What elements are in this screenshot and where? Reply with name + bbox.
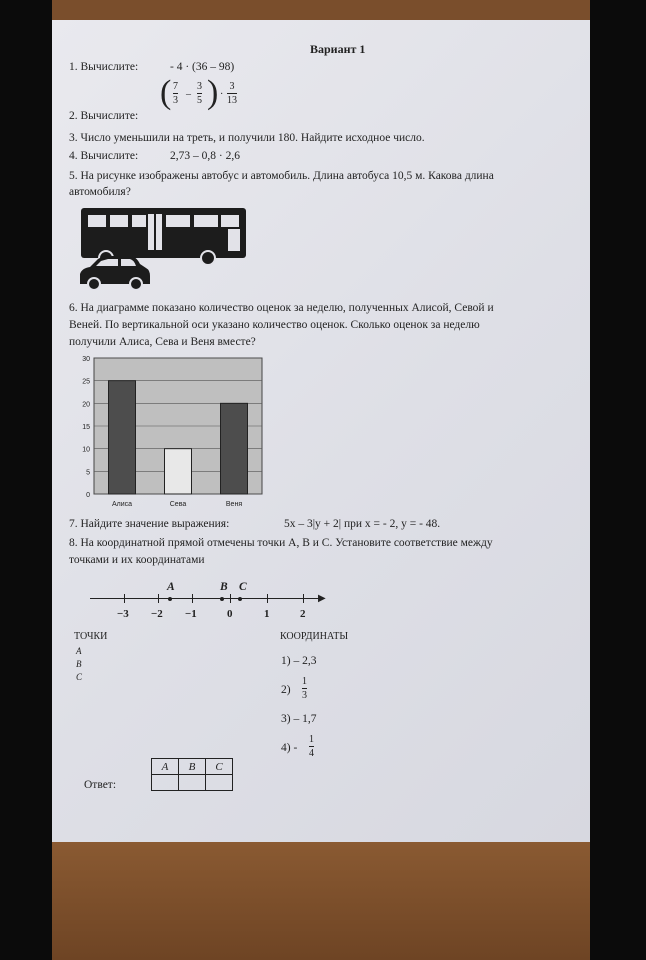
q2-f2-denominator: 5 [197, 95, 202, 106]
answer-header-c: C [206, 759, 233, 775]
bar-2 [165, 449, 192, 494]
answer-header-b: B [179, 759, 206, 775]
x-category-label: Сева [169, 501, 187, 508]
answer-cell-b[interactable] [179, 775, 206, 791]
point-c-label: C [239, 581, 247, 593]
coord-option-3 [281, 712, 316, 726]
q4-expression: 2,73 – 0,8 · 2,6 [170, 150, 240, 162]
q6-text-line-3: получили Алиса, Сева и Веня вместе? [69, 336, 256, 348]
q2-right-paren: ) [207, 74, 219, 111]
q2-fraction-3 [227, 81, 237, 106]
q2-f1-numerator: 7 [173, 81, 178, 92]
tick-label: 2 [300, 608, 306, 620]
bus-and-car-illustration [78, 206, 248, 290]
tick-label: −1 [185, 608, 197, 620]
q4-label: 4. Вычислите: [69, 150, 139, 162]
bar-1 [109, 381, 136, 494]
q2-fraction-2 [197, 81, 202, 106]
variant-title: Вариант 1 [310, 42, 366, 56]
q1-expression: - 4 · (36 – 98) [170, 61, 235, 73]
tick-label: 1 [264, 608, 270, 620]
x-category-label: Алиса [111, 501, 133, 508]
q6-text-line-1: 6. На диаграмме показано количество оценок за неделю, полученных Алисой, Севой и [69, 302, 494, 314]
answer-cell-c[interactable] [206, 775, 233, 791]
option-number: 4) [281, 742, 291, 754]
y-tick-label: 5 [86, 469, 90, 477]
option-2-denominator: 3 [302, 690, 307, 701]
q2-minus: – [186, 89, 191, 100]
desk-bottom [52, 842, 590, 960]
q2-f1-denominator: 3 [173, 95, 178, 106]
q2-left-paren: ( [160, 74, 172, 111]
point-b-dot [220, 597, 224, 601]
point-item: A [76, 646, 82, 656]
grades-bar-chart [72, 352, 272, 516]
point-item: C [76, 672, 83, 682]
q8-text-line-2: точками и их координатами [69, 554, 205, 566]
coord-option-1 [281, 654, 316, 668]
q1-label: 1. Вычислите: [69, 61, 139, 73]
option-2-numerator: 1 [302, 676, 307, 687]
q2-label: 2. Вычислите: [69, 110, 139, 122]
option-value: – 2,3 [293, 655, 317, 667]
option-number: 1) [281, 655, 291, 667]
q2-fraction-1 [173, 81, 178, 106]
worksheet-page [52, 20, 590, 842]
q2-f3-numerator: 3 [229, 81, 235, 92]
answer-cell-a[interactable] [152, 775, 179, 791]
q2-dot: · [220, 89, 224, 100]
y-tick-label: 0 [86, 492, 90, 499]
bar-3 [221, 403, 248, 494]
answer-table [151, 758, 233, 791]
point-c-dot [238, 597, 242, 601]
q5-text-line-1: 5. На рисунке изображены автобус и автомобиль. Длина автобуса 10,5 м. Какова длина [69, 170, 494, 182]
point-a-dot [168, 597, 172, 601]
q3-text: 3. Число уменьшили на треть, и получили 180. Найдите исходное число. [69, 132, 425, 144]
option-value: – 1,7 [293, 713, 317, 725]
option-4-numerator: 1 [309, 734, 314, 745]
tick-label: 0 [227, 608, 233, 620]
car-icon [80, 256, 150, 290]
number-line [90, 578, 330, 628]
answer-label: Ответ: [84, 779, 117, 791]
q2-f3-denominator: 13 [227, 95, 237, 106]
y-tick-label: 10 [82, 446, 90, 454]
coord-option-2-fraction [302, 676, 307, 701]
point-item: B [76, 659, 82, 669]
q8-text-line-1: 8. На координатной прямой отмечены точки A, B и C. Установите соответствие между [69, 537, 493, 549]
tick-label: −3 [117, 608, 129, 620]
desk-top [52, 0, 590, 20]
coord-option-4-fraction [309, 734, 314, 759]
q7-label: 7. Найдите значение выражения: [69, 518, 230, 530]
y-tick-label: 30 [82, 356, 90, 363]
option-number: 3) [281, 713, 291, 725]
point-b-label: B [220, 581, 228, 593]
y-tick-label: 20 [82, 401, 90, 409]
coords-header: КООРДИНАТЫ [280, 631, 349, 642]
option-sign: - [293, 742, 298, 754]
q7-expression: 5x – 3|y + 2| при x = - 2, y = - 48. [284, 518, 441, 530]
q2-f2-numerator: 3 [197, 81, 202, 92]
x-category-label: Веня [225, 501, 243, 508]
answer-header-a: A [152, 759, 179, 775]
arrow-right-icon: ▶ [318, 593, 326, 604]
option-4-denominator: 4 [309, 748, 314, 759]
coord-option-2-prefix: 2) [281, 684, 291, 696]
y-tick-label: 15 [82, 424, 90, 431]
q5-text-line-2: автомобиля? [69, 186, 131, 198]
y-tick-label: 25 [82, 378, 90, 386]
q6-text-line-2: Веней. По вертикальной оси указано количество оценок. Сколько оценок за неделю [69, 319, 480, 331]
coord-option-4-prefix [281, 741, 297, 755]
points-header: ТОЧКИ [74, 631, 108, 642]
point-a-label: A [167, 581, 175, 593]
tick-label: −2 [151, 608, 163, 620]
